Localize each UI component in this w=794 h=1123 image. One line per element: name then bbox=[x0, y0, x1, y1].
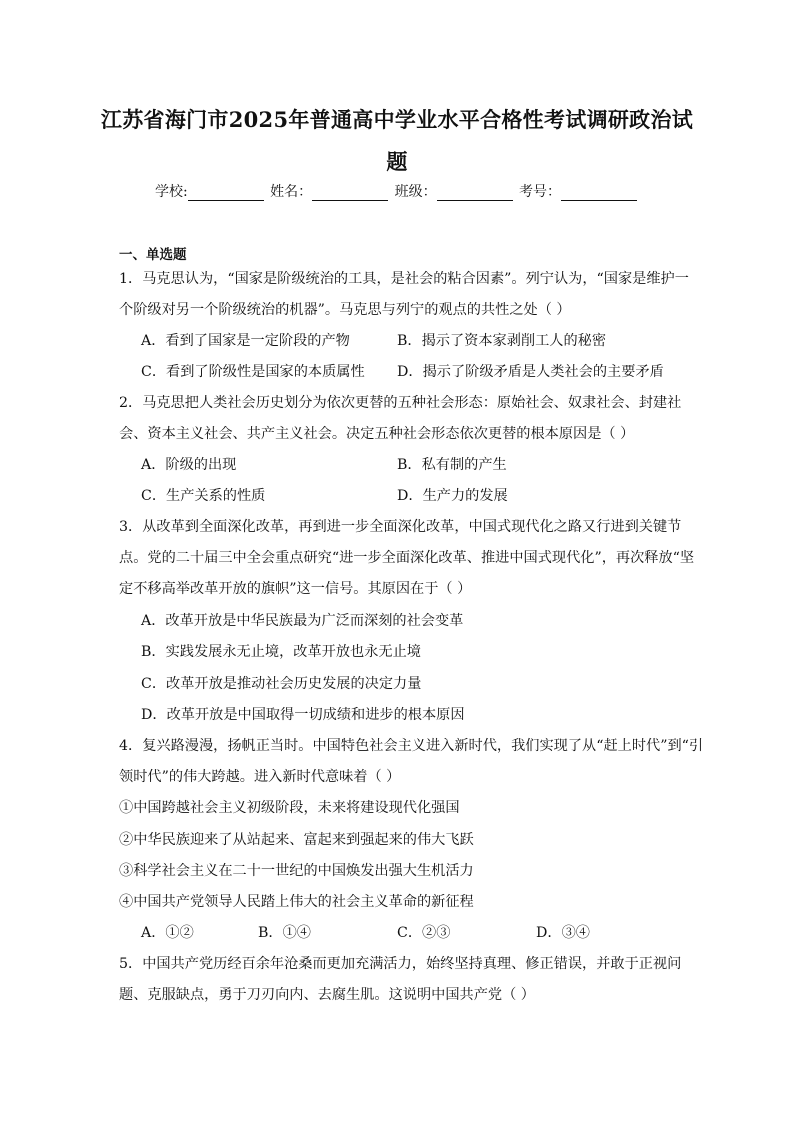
student-info-row bbox=[0, 181, 794, 201]
q2-option-a: A．阶级的出现 bbox=[141, 457, 237, 473]
q2-option-b: B．私有制的产生 bbox=[397, 457, 507, 473]
q2-option-c: C．生产关系的性质 bbox=[141, 488, 266, 504]
q5-stem-line1: 5．中国共产党历经百余年沧桑而更加充满活力，始终坚持真理、修正错误，并敢于正视问 bbox=[119, 956, 682, 972]
q4-option-a: A．①② bbox=[141, 925, 194, 941]
exam-title-line2: 题 bbox=[386, 149, 408, 174]
q4-stem-line2: 领时代”的伟大跨越。进入新时代意味着（ ） bbox=[119, 769, 401, 785]
q1-option-b: B．揭示了资本家剥削工人的秘密 bbox=[397, 333, 607, 349]
q4-statement-4: ④中国共产党领导人民踏上伟大的社会主义革命的新征程 bbox=[119, 894, 474, 910]
school-label: 学校: bbox=[154, 184, 188, 200]
q4-stem-line1: 4．复兴路漫漫，扬帆正当时。中国特色社会主义进入新时代，我们实现了从“赶上时代”到“引 bbox=[119, 738, 704, 754]
q3-option-d: D．改革开放是中国取得一切成绩和进步的根本原因 bbox=[141, 707, 465, 723]
q1-option-a: A．看到了国家是一定阶段的产物 bbox=[141, 333, 350, 349]
q5-stem-line2: 题、克服缺点，勇于刀刃向内、去腐生肌。这说明中国共产党（ ） bbox=[119, 987, 535, 1003]
exam-title-line1: 江苏省海门市2025年普通高中学业水平合格性考试调研政治试 bbox=[100, 107, 694, 132]
q3-stem-line3: 定不移高举改革开放的旗帜”这一信号。其原因在于（ ） bbox=[119, 581, 472, 597]
q4-statement-1: ①中国跨越社会主义初级阶段，未来将建设现代化强国 bbox=[119, 800, 460, 816]
section-heading: 一、单选题 bbox=[119, 247, 187, 263]
q3-stem-line1: 3．从改革到全面深化改革，再到进一步全面深化改革，中国式现代化之路又行进到关键节 bbox=[119, 519, 682, 535]
q2-option-d: D．生产力的发展 bbox=[397, 488, 508, 504]
name-blank[interactable] bbox=[312, 186, 388, 201]
name-label: 姓名： bbox=[270, 184, 313, 200]
q4-statement-3: ③科学社会主义在二十一世纪的中国焕发出强大生机活力 bbox=[119, 863, 474, 879]
q4-option-b: B．①④ bbox=[258, 925, 311, 941]
class-blank[interactable] bbox=[437, 186, 513, 201]
q1-stem-line1: 1．马克思认为，“国家是阶级统治的工具，是社会的粘合因素”。列宁认为，“国家是维护一 bbox=[119, 271, 689, 287]
school-blank[interactable] bbox=[188, 186, 264, 201]
class-label: 班级： bbox=[394, 184, 437, 200]
q3-option-a: A．改革开放是中华民族最为广泛而深刻的社会变革 bbox=[141, 613, 464, 629]
q2-stem-line1: 2．马克思把人类社会历史划分为依次更替的五种社会形态：原始社会、奴隶社会、封建社 bbox=[119, 395, 682, 411]
exam-number-label: 考号： bbox=[519, 184, 562, 200]
q4-option-d: D．③④ bbox=[536, 925, 590, 941]
q4-option-c: C．②③ bbox=[397, 925, 451, 941]
exam-number-blank[interactable] bbox=[561, 186, 637, 201]
q3-option-b: B．实践发展永无止境，改革开放也永无止境 bbox=[141, 644, 421, 660]
q3-stem-line2: 点。党的二十届三中全会重点研究“进一步全面深化改革、推进中国式现代化”，再次释放“坚 bbox=[119, 550, 695, 566]
q3-option-c: C．改革开放是推动社会历史发展的决定力量 bbox=[141, 676, 422, 692]
q1-stem-line2: 个阶级对另一个阶级统治的机器”。马克思与列宁的观点的共性之处（ ） bbox=[119, 302, 571, 318]
q4-statement-2: ②中华民族迎来了从站起来、富起来到强起来的伟大飞跃 bbox=[119, 832, 474, 848]
q2-stem-line2: 会、资本主义社会、共产主义社会。决定五种社会形态依次更替的根本原因是（ ） bbox=[119, 426, 635, 442]
q1-option-c: C．看到了阶级性是国家的本质属性 bbox=[141, 364, 365, 380]
q1-option-d: D．揭示了阶级矛盾是人类社会的主要矛盾 bbox=[397, 364, 664, 380]
